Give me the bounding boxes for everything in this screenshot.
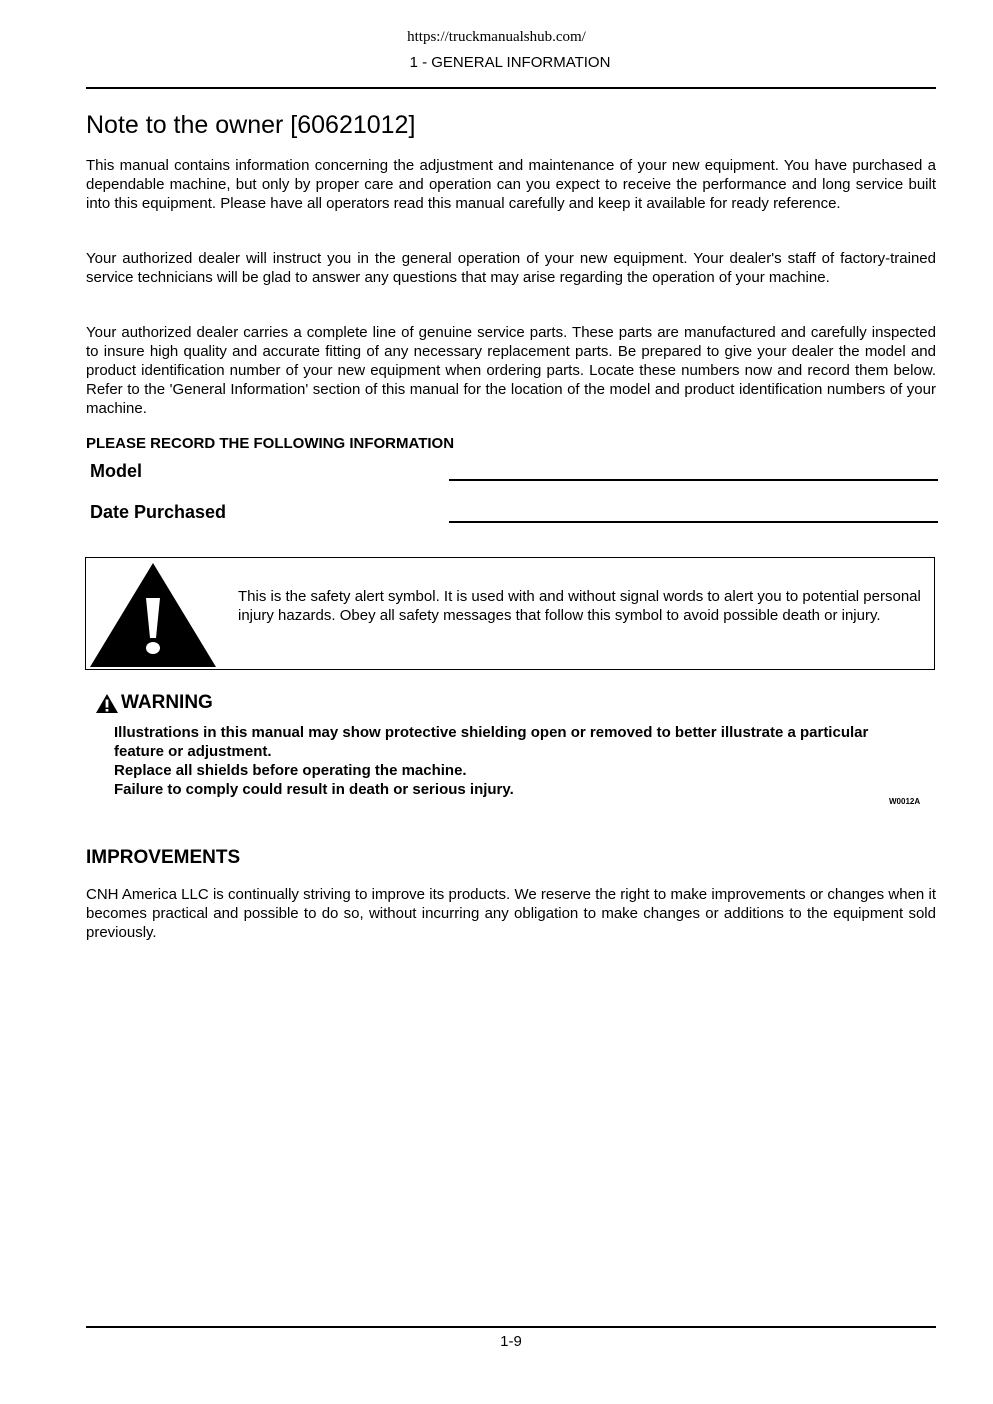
improvements-heading: IMPROVEMENTS <box>86 847 241 868</box>
warning-line: Illustrations in this manual may show protective shielding open or removed to better illustrate a particular feature or adjustment. <box>114 724 869 760</box>
warning-code: W0012A <box>889 797 921 806</box>
dealer-paragraph: Your authorized dealer will instruct you in the general operation of your new equipment. Your dealer's staff of factory-trained service technicians will be glad to answer any questions that may arise regarding the operation of your machine. <box>86 250 936 286</box>
header-url: https://truckmanualshub.com/ <box>407 29 586 45</box>
page-title: Note to the owner [60621012] <box>86 111 416 139</box>
improvements-paragraph: CNH America LLC is continually striving to improve its products. We reserve the right to make improvements or changes when it becomes practical and possible to do so, without incurring any obligation to make changes or additions to the equipment sold previously. <box>86 886 936 941</box>
warning-body <box>114 723 914 799</box>
model-label: Model <box>90 461 142 481</box>
warning-line: Replace all shields before operating the machine. <box>114 762 467 779</box>
section-title: 1 - GENERAL INFORMATION <box>409 54 611 71</box>
model-field-line <box>449 479 938 481</box>
warning-triangle-icon <box>95 693 119 714</box>
warning-line: Failure to comply could result in death or serious injury. <box>114 781 514 798</box>
safety-alert-text: This is the safety alert symbol. It is used with and without signal words to alert you to potential personal injury hazards. Obey all safety messages that follow this symbol to avoid possible death or injury. <box>238 588 921 624</box>
parts-paragraph: Your authorized dealer carries a complete line of genuine service parts. These parts are manufactured and carefully inspected to insure high quality and accurate fitting of any necessary replacement parts. Be prepared to give your dealer the model and product identification number of your new equipment when ordering parts. Locate these numbers now and record them below. Refer to the 'General Information' section of this manual for the location of the model and product identification numbers of your machine. <box>86 324 936 417</box>
warning-heading <box>95 692 213 714</box>
intro-paragraph: This manual contains information concerning the adjustment and maintenance of your new equipment. You have purchased a dependable machine, but only by proper care and operation can you expect to receive the performance and long service built into this equipment. Please have all operators read this manual carefully and keep it available for ready reference. <box>86 157 936 212</box>
header-rule <box>86 87 936 89</box>
warning-label: WARNING <box>121 692 213 713</box>
record-heading: PLEASE RECORD THE FOLLOWING INFORMATION <box>86 435 455 452</box>
safety-alert-icon <box>89 562 217 668</box>
date-purchased-field-line <box>449 521 938 523</box>
footer-rule <box>86 1326 936 1328</box>
page-number: 1-9 <box>500 1333 522 1350</box>
date-purchased-label: Date Purchased <box>90 502 227 522</box>
